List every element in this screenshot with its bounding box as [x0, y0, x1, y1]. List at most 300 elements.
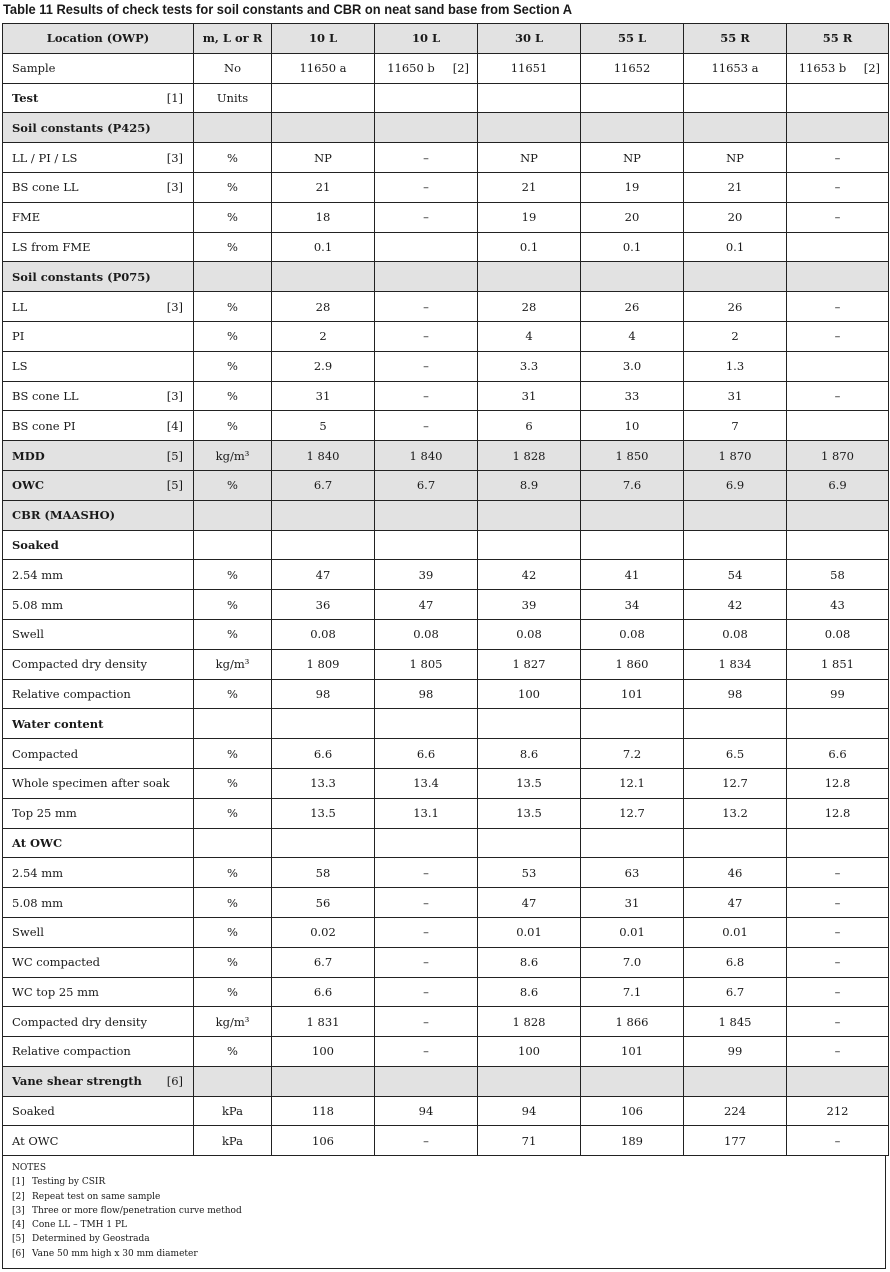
- row-value: [478, 1037, 581, 1067]
- row-label: At OWC: [12, 835, 63, 850]
- row-label: CBR (MAASHO): [12, 508, 116, 523]
- table-row: [3, 53, 889, 83]
- row-value: [272, 172, 375, 202]
- row-value-text: 18: [315, 210, 331, 225]
- row-value: [684, 381, 787, 411]
- note-key: [3]: [12, 1205, 25, 1216]
- row-value: [375, 411, 478, 441]
- row-value: [581, 143, 684, 173]
- row-label-cell: [3, 411, 194, 441]
- row-value: [375, 798, 478, 828]
- row-value-text: 98: [418, 686, 434, 701]
- row-value-text: 1 834: [718, 657, 752, 672]
- row-unit: [194, 113, 272, 143]
- row-value-text: 8.6: [519, 746, 539, 761]
- row-value-text: 12.7: [722, 776, 748, 791]
- row-unit: %: [194, 590, 272, 620]
- row-label: MDD: [12, 448, 45, 463]
- row-unit: %: [194, 381, 272, 411]
- row-value: [478, 232, 581, 262]
- row-unit: %: [194, 1037, 272, 1067]
- row-value: [684, 1126, 787, 1156]
- row-value-text: 2: [731, 329, 739, 344]
- row-value: [272, 798, 375, 828]
- row-label: LL / PI / LS: [12, 150, 78, 165]
- row-unit: %: [194, 172, 272, 202]
- row-value: [478, 83, 581, 113]
- row-unit: %: [194, 888, 272, 918]
- row-value: [272, 590, 375, 620]
- row-value-text: 11652: [613, 61, 651, 76]
- row-value: [478, 1126, 581, 1156]
- row-value: [581, 172, 684, 202]
- row-value: [684, 649, 787, 679]
- row-label: Relative compaction: [12, 686, 131, 701]
- table-row: [3, 798, 889, 828]
- row-label: WC compacted: [12, 955, 100, 970]
- row-label-cell: [3, 947, 194, 977]
- row-value-text: 8.9: [519, 478, 539, 493]
- row-value-text: 6.7: [313, 955, 333, 970]
- row-unit: %: [194, 411, 272, 441]
- row-value: [272, 619, 375, 649]
- row-value: [581, 590, 684, 620]
- note-item: [12, 1232, 885, 1246]
- row-note-ref: [3]: [166, 388, 183, 403]
- row-value-text: 0.08: [722, 627, 748, 642]
- row-value: [272, 292, 375, 322]
- note-item: [12, 1247, 885, 1261]
- row-value: [787, 1126, 889, 1156]
- row-value: [478, 917, 581, 947]
- row-label: Test: [12, 90, 39, 105]
- header-col: 10 L: [375, 24, 478, 54]
- row-label: Soaked: [12, 1104, 55, 1119]
- row-value: [787, 351, 889, 381]
- note-key: [6]: [12, 1248, 25, 1259]
- row-value: [787, 828, 889, 858]
- row-value: [787, 232, 889, 262]
- results-table: [2, 23, 889, 1156]
- row-value: [272, 351, 375, 381]
- row-value: [375, 1066, 478, 1096]
- row-value: [375, 1007, 478, 1037]
- row-value: [787, 917, 889, 947]
- row-value-text: 46: [727, 865, 743, 880]
- row-label: Swell: [12, 627, 44, 642]
- row-value-text: 1 809: [306, 657, 340, 672]
- row-value: [684, 828, 787, 858]
- header-location: Location (OWP): [3, 24, 194, 54]
- row-value: [581, 1096, 684, 1126]
- row-label: LL: [12, 299, 28, 314]
- table-title: Results of check tests for soil constants and CBR on neat sand base from Section A: [56, 1, 573, 17]
- row-value-text: 177: [724, 1133, 746, 1148]
- row-value: [684, 262, 787, 292]
- note-text: Three or more flow/penetration curve method: [32, 1205, 242, 1216]
- row-value-text: 1 840: [306, 448, 340, 463]
- table-row: [3, 351, 889, 381]
- row-value: [684, 888, 787, 918]
- row-value: [375, 351, 478, 381]
- row-value: [787, 113, 889, 143]
- row-value-text: –: [423, 1014, 429, 1029]
- row-value: [787, 977, 889, 1007]
- row-value-text: 98: [315, 686, 331, 701]
- row-value: [272, 53, 375, 83]
- row-label-cell: [3, 917, 194, 947]
- note-item: [12, 1190, 885, 1204]
- row-unit: [194, 500, 272, 530]
- table-row: [3, 202, 889, 232]
- table-row: [3, 500, 889, 530]
- row-value: [375, 143, 478, 173]
- row-value-text: 100: [518, 1044, 540, 1059]
- header-col: 10 L: [272, 24, 375, 54]
- row-value-text: 7: [731, 418, 739, 433]
- row-value-text: 19: [521, 210, 537, 225]
- row-value: [375, 739, 478, 769]
- row-value: [272, 709, 375, 739]
- row-value: [787, 262, 889, 292]
- row-label-cell: [3, 590, 194, 620]
- row-value: [684, 202, 787, 232]
- table-row: [3, 590, 889, 620]
- row-value: [787, 470, 889, 500]
- row-label-cell: [3, 113, 194, 143]
- row-value: [787, 888, 889, 918]
- note-key: [2]: [12, 1191, 25, 1202]
- row-value-text: –: [834, 150, 841, 165]
- row-value: [375, 202, 478, 232]
- row-value: [375, 1096, 478, 1126]
- row-label: Water content: [12, 716, 104, 731]
- row-value-text: 8.6: [519, 984, 539, 999]
- row-label: Top 25 mm: [12, 806, 77, 821]
- row-value: [581, 858, 684, 888]
- table-header-row: [3, 24, 889, 54]
- table-row: [3, 709, 889, 739]
- row-value-text: –: [834, 329, 841, 344]
- row-value-text: 26: [624, 299, 640, 314]
- row-value-text: 6.7: [416, 478, 436, 493]
- row-value: [581, 828, 684, 858]
- header-col: 55 R: [684, 24, 787, 54]
- row-value: [581, 679, 684, 709]
- row-value-text: –: [423, 210, 429, 225]
- row-value: [375, 441, 478, 471]
- row-value-text: 21: [521, 180, 537, 195]
- row-note-ref: [5]: [166, 448, 183, 463]
- header-unit: m, L or R: [194, 24, 272, 54]
- row-note-ref: [1]: [166, 90, 183, 105]
- row-value: [684, 292, 787, 322]
- row-value: [375, 172, 478, 202]
- row-value-text: 6.8: [725, 955, 745, 970]
- row-value-text: 224: [724, 1104, 746, 1119]
- row-value-text: 4: [525, 329, 533, 344]
- row-value-text: 5: [319, 418, 327, 433]
- row-value-text: 28: [521, 299, 537, 314]
- table-caption: [3, 1, 572, 17]
- row-value: [581, 441, 684, 471]
- row-value: [787, 83, 889, 113]
- row-value: [581, 709, 684, 739]
- row-label-cell: [3, 977, 194, 1007]
- row-value: [581, 619, 684, 649]
- row-value-text: 71: [521, 1133, 537, 1148]
- row-value: [272, 202, 375, 232]
- row-value: [684, 411, 787, 441]
- row-value: [581, 83, 684, 113]
- row-note-ref: [3]: [166, 150, 183, 165]
- row-label-cell: [3, 768, 194, 798]
- row-value: [375, 292, 478, 322]
- row-value-text: 56: [315, 895, 331, 910]
- row-value: [787, 590, 889, 620]
- row-value: [272, 917, 375, 947]
- row-unit: kPa: [194, 1126, 272, 1156]
- notes-box: [2, 1155, 886, 1269]
- row-value-text: 47: [727, 895, 743, 910]
- row-value: [787, 679, 889, 709]
- row-value: [787, 798, 889, 828]
- row-value-text: 13.1: [413, 806, 439, 821]
- row-value-text: 39: [418, 567, 434, 582]
- notes-heading: NOTES: [12, 1163, 46, 1173]
- row-value-text: NP: [314, 150, 332, 165]
- row-value-text: 1 860: [615, 657, 649, 672]
- table-row: [3, 1126, 889, 1156]
- row-label-cell: [3, 828, 194, 858]
- row-value-text: 12.7: [619, 806, 645, 821]
- row-value: [478, 947, 581, 977]
- row-value-text: 6.9: [828, 478, 847, 493]
- row-value: [581, 649, 684, 679]
- row-unit: kg/m³: [194, 441, 272, 471]
- row-value-text: 1 831: [306, 1014, 340, 1029]
- row-value: [787, 947, 889, 977]
- row-value: [375, 53, 478, 83]
- row-value-text: 1.3: [725, 359, 745, 374]
- row-value-text: 0.08: [824, 627, 851, 642]
- row-value: [684, 768, 787, 798]
- row-value-text: –: [423, 1133, 429, 1148]
- row-value: [478, 530, 581, 560]
- row-value-text: 7.0: [622, 955, 642, 970]
- row-value: [787, 1007, 889, 1037]
- table-row: [3, 411, 889, 441]
- row-value: [272, 768, 375, 798]
- row-value: [272, 858, 375, 888]
- row-value-text: 0.1: [622, 239, 642, 254]
- row-value-text: 42: [521, 567, 537, 582]
- table-row: [3, 739, 889, 769]
- row-label: LS from FME: [12, 239, 91, 254]
- row-value: [272, 262, 375, 292]
- note-item: [12, 1218, 885, 1232]
- row-unit: %: [194, 858, 272, 888]
- row-value: [684, 709, 787, 739]
- header-col: 55 R: [787, 24, 889, 54]
- row-value: [375, 619, 478, 649]
- row-value: [581, 530, 684, 560]
- row-value: [375, 590, 478, 620]
- row-value: [684, 53, 787, 83]
- row-label: Soaked: [12, 537, 59, 552]
- row-label: Relative compaction: [12, 1044, 131, 1059]
- row-value-text: 7.6: [622, 478, 642, 493]
- row-value: [581, 1007, 684, 1037]
- row-value: [478, 560, 581, 590]
- row-unit: %: [194, 202, 272, 232]
- row-value-text: –: [834, 210, 841, 225]
- row-value-text: 31: [315, 388, 331, 403]
- row-unit: %: [194, 917, 272, 947]
- row-value: [478, 1007, 581, 1037]
- row-value: [375, 947, 478, 977]
- row-value: [684, 798, 787, 828]
- row-value-text: 0.08: [310, 627, 336, 642]
- row-value-text: –: [834, 180, 841, 195]
- row-label-cell: [3, 351, 194, 381]
- row-value-text: 10: [624, 418, 640, 433]
- row-value-text: 0.01: [619, 925, 645, 940]
- row-value-text: 20: [727, 210, 743, 225]
- row-label-cell: [3, 53, 194, 83]
- row-label-cell: [3, 1126, 194, 1156]
- note-text: Determined by Geostrada: [32, 1234, 150, 1245]
- row-value: [787, 441, 889, 471]
- row-value: [375, 709, 478, 739]
- row-value: [787, 530, 889, 560]
- row-note-ref: [3]: [166, 180, 183, 195]
- row-value-text: NP: [726, 150, 744, 165]
- row-value-text: 34: [624, 597, 640, 612]
- row-value: [478, 709, 581, 739]
- row-value: [787, 709, 889, 739]
- row-value: [478, 828, 581, 858]
- row-value-text: 8.6: [519, 955, 539, 970]
- row-value-text: 3.3: [519, 359, 539, 374]
- row-value-text: 1 866: [615, 1014, 649, 1029]
- row-value-text: 19: [624, 180, 640, 195]
- row-value-text: 99: [727, 1044, 743, 1059]
- row-value-text: –: [423, 329, 429, 344]
- row-value-text: 1 870: [821, 448, 854, 463]
- row-value-text: 0.1: [519, 239, 539, 254]
- row-value-text: 106: [621, 1104, 643, 1119]
- row-value: [581, 798, 684, 828]
- row-value-text: 13.5: [516, 806, 542, 821]
- row-value-text: 11653 b: [798, 61, 847, 76]
- row-value-text: –: [423, 150, 429, 165]
- row-value-text: 6.6: [313, 746, 333, 761]
- row-label-cell: [3, 1066, 194, 1096]
- note-key: [1]: [12, 1177, 25, 1188]
- row-value: [787, 649, 889, 679]
- row-value: [581, 1126, 684, 1156]
- row-unit: %: [194, 470, 272, 500]
- row-value: [581, 977, 684, 1007]
- row-value-text: –: [834, 1044, 841, 1059]
- row-value: [581, 470, 684, 500]
- row-value: [375, 262, 478, 292]
- table-row: [3, 947, 889, 977]
- row-value: [272, 1037, 375, 1067]
- row-value-text: 106: [312, 1133, 334, 1148]
- row-value-text: –: [834, 925, 841, 940]
- row-label: PI: [12, 329, 25, 344]
- row-unit: %: [194, 619, 272, 649]
- row-label: OWC: [12, 478, 45, 493]
- row-unit: %: [194, 768, 272, 798]
- row-value: [478, 143, 581, 173]
- table-label: Table 11: [3, 1, 53, 17]
- row-value: [375, 828, 478, 858]
- row-value: [581, 888, 684, 918]
- row-value: [787, 143, 889, 173]
- row-label: At OWC: [12, 1133, 59, 1148]
- row-unit: %: [194, 292, 272, 322]
- row-value-text: 43: [830, 597, 845, 612]
- row-value-text: 6.6: [313, 984, 333, 999]
- row-label-cell: [3, 172, 194, 202]
- row-value-text: 6.5: [725, 746, 745, 761]
- row-unit: kg/m³: [194, 649, 272, 679]
- row-unit: %: [194, 798, 272, 828]
- row-value: [581, 947, 684, 977]
- row-value-text: 94: [521, 1104, 537, 1119]
- row-value: [581, 1037, 684, 1067]
- row-value: [684, 858, 787, 888]
- row-value-text: 11650 b: [387, 61, 435, 76]
- row-label-cell: [3, 262, 194, 292]
- row-value-text: 11653 a: [711, 61, 759, 76]
- row-value-text: –: [834, 865, 841, 880]
- row-value-text: 13.5: [516, 776, 542, 791]
- row-value: [478, 768, 581, 798]
- table-row: [3, 1096, 889, 1126]
- row-value: [272, 828, 375, 858]
- row-value: [478, 441, 581, 471]
- row-unit: [194, 828, 272, 858]
- row-value: [478, 411, 581, 441]
- row-value-text: 98: [727, 686, 743, 701]
- sample-note-ref: [2]: [452, 61, 469, 76]
- row-value-text: 6.7: [725, 984, 745, 999]
- row-value: [787, 202, 889, 232]
- row-value-text: 36: [315, 597, 331, 612]
- table-row: [3, 232, 889, 262]
- row-value-text: 100: [312, 1044, 334, 1059]
- row-value: [272, 888, 375, 918]
- row-value-text: 63: [624, 865, 640, 880]
- row-value: [375, 381, 478, 411]
- table-row: [3, 649, 889, 679]
- row-value: [581, 292, 684, 322]
- row-unit: No: [194, 53, 272, 83]
- row-value-text: 12.1: [619, 776, 645, 791]
- row-value: [375, 858, 478, 888]
- row-value: [581, 500, 684, 530]
- row-value: [272, 500, 375, 530]
- row-value: [581, 202, 684, 232]
- row-value: [684, 470, 787, 500]
- row-value-text: –: [423, 418, 429, 433]
- row-unit: Units: [194, 83, 272, 113]
- row-value-text: 1 828: [512, 1014, 546, 1029]
